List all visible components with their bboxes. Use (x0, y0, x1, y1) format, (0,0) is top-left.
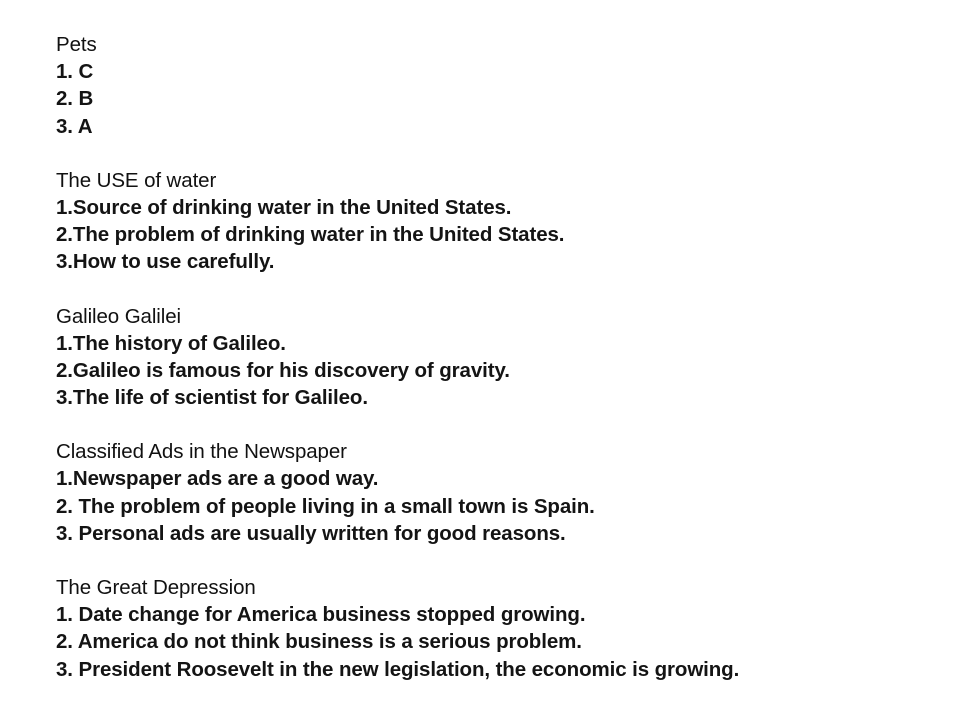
section-title: Classified Ads in the Newspaper (56, 440, 347, 464)
list-item: 2. B (56, 87, 94, 111)
list-item: 1.The history of Galileo. (56, 331, 286, 355)
list-item: 2. America do not think business is a serious problem. (56, 630, 582, 654)
list-item: 3. Personal ads are usually written for good reasons. (56, 521, 566, 545)
section-title: Pets (56, 33, 97, 56)
list-item: 2.The problem of drinking water in the United States. (56, 223, 565, 247)
list-item: 2.Galileo is famous for his discovery of gravity. (56, 358, 510, 382)
list-item: 3.How to use carefully. (56, 250, 275, 274)
section-title: The USE of water (56, 168, 217, 192)
section-pets (56, 31, 936, 140)
list-item: 1. C (56, 60, 94, 84)
list-item: 1.Newspaper ads are a good way. (56, 467, 379, 491)
section-title: Galileo Galilei (56, 304, 181, 328)
list-item: 3. President Roosevelt in the new legislation, the economic is growing. (56, 657, 740, 681)
list-item: 3.The life of scientist for Galileo. (56, 386, 368, 410)
section-use-of-water (56, 167, 936, 276)
section-classified-ads (56, 438, 936, 547)
document-body (56, 31, 936, 710)
section-galileo (56, 303, 936, 412)
list-item: 2. The problem of people living in a small town is Spain. (56, 494, 595, 518)
section-title: The Great Depression (56, 576, 256, 599)
list-item: 1. Date change for America business stopped growing. (56, 603, 586, 627)
list-item: 1.Source of drinking water in the United States. (56, 195, 512, 219)
list-item: 3. A (56, 114, 93, 138)
section-great-depression (56, 574, 936, 683)
